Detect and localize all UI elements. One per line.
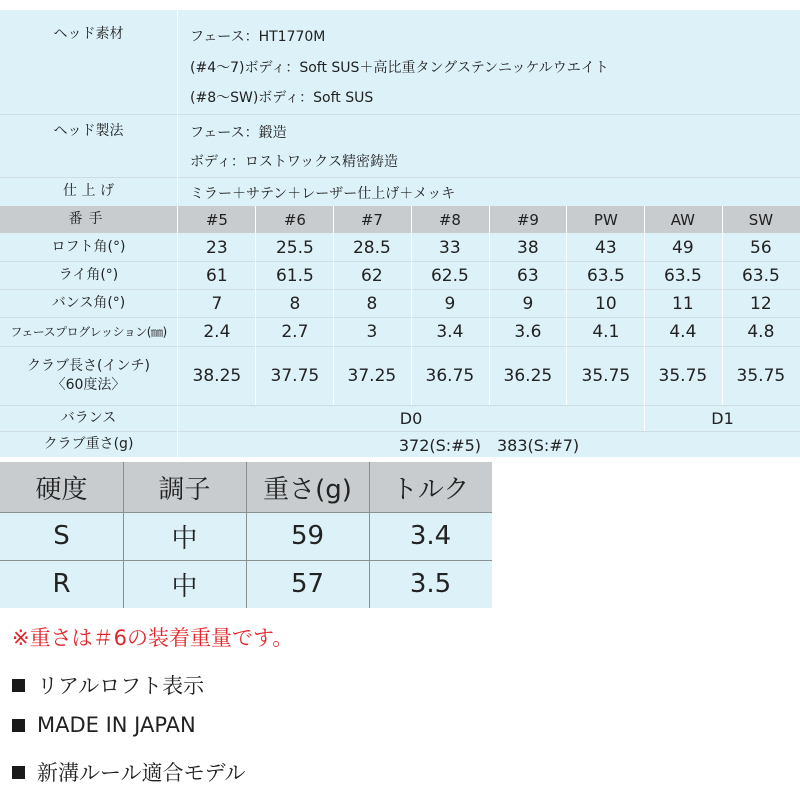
- bounce-value: 11: [672, 293, 694, 314]
- row-club-weight: [0, 432, 800, 457]
- progression-value: 3: [366, 322, 378, 342]
- club-number: #9: [516, 210, 539, 229]
- row-club-length: [0, 347, 800, 405]
- shaft-header-cell: 調子: [158, 474, 211, 505]
- length-value: 36.75: [425, 366, 475, 386]
- loft-value: 28.5: [352, 237, 391, 258]
- loft-value: 33: [439, 237, 461, 258]
- head-method-label: ヘッド製法: [53, 123, 124, 139]
- bounce-value: 8: [289, 293, 301, 314]
- progression-label: フェースプログレッション(㎜): [10, 324, 167, 339]
- shaft-cell: R: [52, 569, 71, 599]
- head-method-line: ボディ：ロストワックス精密鋳造: [190, 154, 399, 170]
- club-number: AW: [670, 210, 696, 229]
- loft-label: ロフト角(°): [51, 239, 126, 255]
- progression-value: 2.7: [281, 322, 309, 342]
- shaft-cell: S: [53, 521, 70, 551]
- lie-value: 61: [206, 265, 228, 286]
- shaft-cell: 中: [171, 523, 198, 554]
- balance-label: バランス: [60, 410, 117, 426]
- progression-value: 4.8: [747, 322, 775, 342]
- finish-text: ミラー＋サテン＋レーザー仕上げ＋メッキ: [190, 186, 456, 202]
- loft-value: 56: [750, 237, 772, 258]
- length-value: 36.25: [503, 366, 553, 386]
- length-label-line: クラブ長さ(インチ): [27, 358, 150, 374]
- head-material-line: フェース：HT1770M: [190, 29, 326, 45]
- weight-note: ※重さは＃6の装着重量です。: [12, 626, 294, 650]
- shaft-cell: 中: [171, 571, 198, 602]
- length-value: 37.75: [270, 366, 320, 386]
- row-club-numbers: [0, 206, 800, 233]
- club-number-label: 番手: [68, 211, 109, 227]
- lie-value: 61.5: [275, 265, 314, 286]
- row-face-progression: [0, 318, 800, 346]
- square-bullet-icon: [12, 766, 25, 779]
- finish-value: [178, 178, 800, 205]
- head-material-values: [178, 10, 800, 114]
- shaft-cell: 3.5: [409, 569, 452, 599]
- lie-value: 63.5: [586, 265, 625, 286]
- bounce-value: 9: [522, 293, 534, 314]
- bounce-value: 7: [211, 293, 223, 314]
- progression-value: 4.1: [592, 322, 620, 342]
- bounce-value: 8: [366, 293, 378, 314]
- progression-value: 2.4: [203, 322, 231, 342]
- head-material-line: (#8〜SW)ボディ：Soft SUS: [190, 90, 374, 106]
- row-head-material: [0, 10, 800, 114]
- head-method-values: [178, 115, 800, 177]
- club-number: #8: [438, 210, 461, 229]
- progression-value: 3.6: [514, 322, 542, 342]
- feature-bullet: [12, 757, 246, 787]
- length-label-line: 〈60度法〉: [51, 377, 126, 393]
- head-method-line: フェース：鍛造: [190, 125, 287, 141]
- loft-value: 38: [517, 237, 539, 258]
- shaft-cell: 59: [290, 521, 325, 551]
- length-value: 35.75: [736, 366, 786, 386]
- length-value: 37.25: [347, 366, 397, 386]
- balance-value: D1: [711, 409, 734, 428]
- shaft-cell: 3.4: [409, 521, 452, 551]
- loft-value: 25.5: [275, 237, 314, 258]
- square-bullet-icon: [12, 679, 25, 692]
- shaft-header-cell: 硬度: [35, 474, 88, 505]
- club-weight-value: 372(S:#5) 383(S:#7): [398, 436, 580, 455]
- shaft-cell: 57: [290, 569, 325, 599]
- club-number: #7: [360, 210, 383, 229]
- club-number: #6: [283, 210, 306, 229]
- row-lie: [0, 262, 800, 289]
- lie-value: 62.5: [430, 265, 469, 286]
- row-balance: [0, 406, 800, 431]
- square-bullet-icon: [12, 719, 25, 732]
- feature-text: リアルロフト表示: [37, 674, 205, 698]
- finish-label: 仕 上 げ: [63, 183, 114, 199]
- head-material-line: (#4〜7)ボディ：Soft SUS＋高比重タングステンニッケルウエイト: [190, 60, 609, 76]
- club-number: PW: [593, 210, 618, 229]
- lie-label: ライ角(°): [58, 267, 119, 283]
- shaft-header-cell: トルク: [391, 474, 470, 505]
- feature-bullet: [12, 713, 196, 737]
- bounce-value: 10: [595, 293, 617, 314]
- spec-table: [0, 10, 800, 457]
- length-value: 38.25: [192, 366, 242, 386]
- lie-value: 63.5: [741, 265, 780, 286]
- club-weight-label: クラブ重さ(g): [43, 436, 134, 452]
- feature-bullet: [12, 670, 204, 700]
- feature-text: 新溝ルール適合モデル: [37, 761, 246, 785]
- lie-value: 63.5: [663, 265, 702, 286]
- progression-value: 4.4: [669, 322, 697, 342]
- loft-value: 49: [672, 237, 694, 258]
- club-number: #5: [205, 210, 228, 229]
- row-finish: [0, 178, 800, 205]
- head-material-label: ヘッド素材: [53, 26, 124, 42]
- shaft-header-cell: 重さ(g): [263, 474, 352, 505]
- lie-value: 62: [361, 265, 383, 286]
- length-value: 35.75: [658, 366, 708, 386]
- bounce-value: 9: [444, 293, 456, 314]
- row-loft: [0, 234, 800, 261]
- progression-value: 3.4: [436, 322, 464, 342]
- row-head-method: [0, 115, 800, 177]
- lie-value: 63: [517, 265, 539, 286]
- feature-text: MADE IN JAPAN: [37, 713, 196, 737]
- bounce-value: 12: [750, 293, 772, 314]
- loft-value: 43: [595, 237, 617, 258]
- loft-value: 23: [206, 237, 228, 258]
- length-value: 35.75: [581, 366, 631, 386]
- bounce-label: バンス角(°): [51, 295, 126, 311]
- shaft-table: [0, 462, 492, 608]
- balance-value: D0: [399, 409, 423, 428]
- row-bounce: [0, 290, 800, 317]
- club-number: SW: [748, 210, 774, 229]
